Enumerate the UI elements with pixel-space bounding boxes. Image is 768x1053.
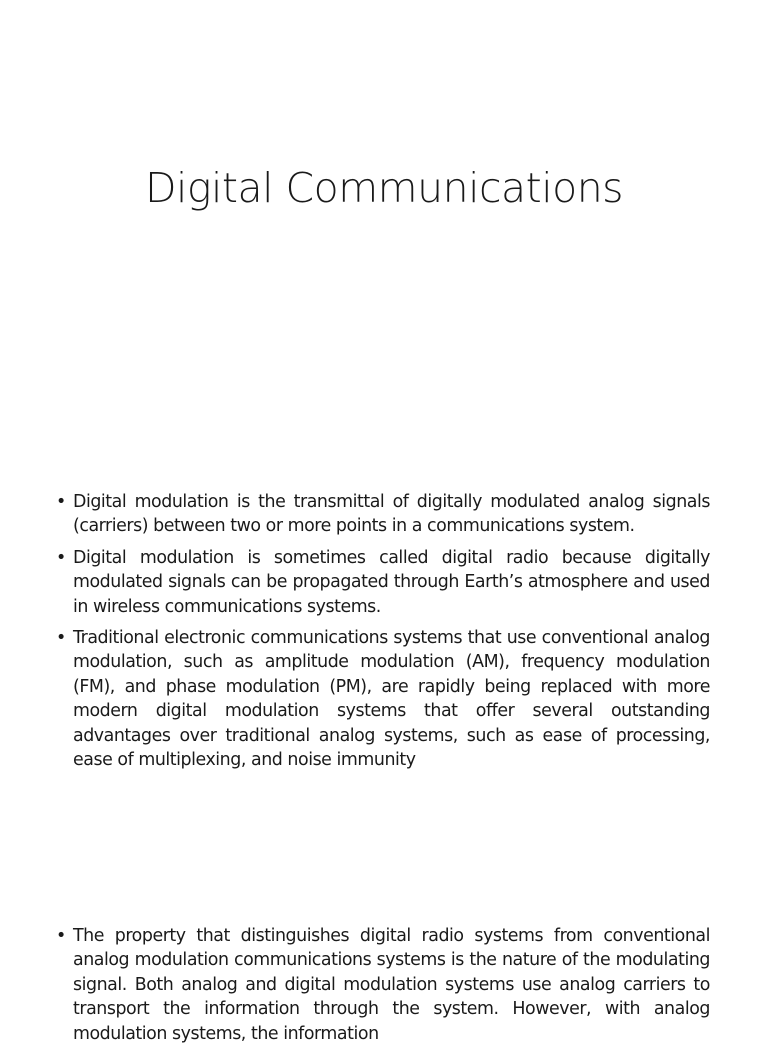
bullet-text: The property that distinguishes digital radio systems from conventional analog modulation communications systems is the nature of the modulating signal. Both analog and digital modulation systems use analog carriers to transport the information through the system. However, with analog modulation systems, the information (73, 926, 710, 1044)
bullet-text: Digital modulation is the transmittal of digitally modulated analog signals (carriers) between two or more points in a communications system. (73, 492, 710, 537)
page-title: Digital Communications (144, 164, 624, 212)
slide-title-page (0, 0, 768, 432)
bullet-icon: • (56, 547, 66, 568)
bullet-icon: • (56, 628, 66, 649)
list-item (56, 546, 710, 619)
list-item (56, 626, 710, 772)
bullet-list (56, 490, 710, 779)
bullet-icon: • (56, 926, 66, 946)
list-item (56, 924, 710, 1046)
bullet-text: Traditional electronic communications systems that use conventional analog modulation, such as amplitude modulation (AM), frequency modulation (FM), and phase modulation (PM), are rapidly being replaced with more modern digital modulation systems that offer several outstanding advantages over traditional analog systems, such as ease of processing, ease of multiplexing, and noise immunity (73, 628, 710, 771)
list-item (56, 490, 710, 539)
slide-content-2 (0, 868, 768, 1044)
slide-content-1 (0, 432, 768, 868)
bullet-text: Digital modulation is sometimes called digital radio because digitally modulated signals can be propagated through Earth’s atmosphere and used in wireless communications systems. (73, 547, 710, 617)
bullet-icon: • (56, 492, 66, 512)
bullet-list (56, 924, 710, 1053)
